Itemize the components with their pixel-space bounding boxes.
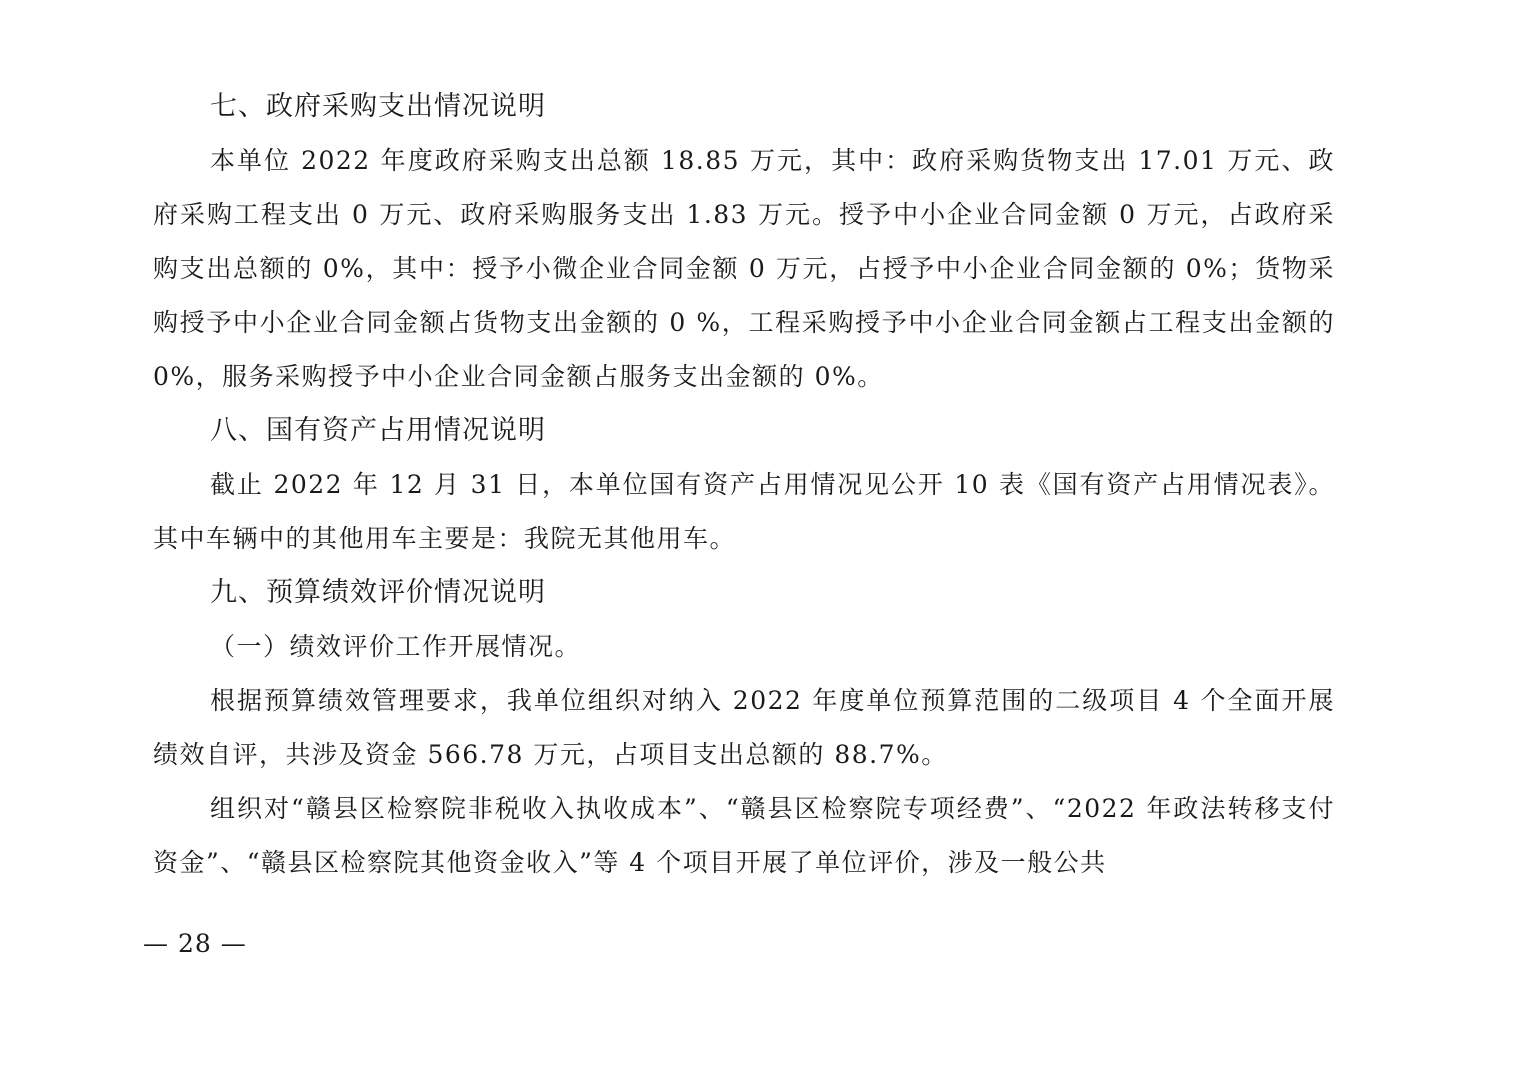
paragraph-government-procurement: 本单位 2022 年度政府采购支出总额 18.85 万元，其中：政府采购货物支出 17.01 万元、政府采购工程支出 0 万元、政府采购服务支出 1.83 万元。授予中小企业合同金额 0 万元，占政府采购支出总额的 0%，其中：授予小微企业合同金额 0 万元，占授予中小企业合同金额的 0%；货物采购授予中小企业合同金额占货物支出金额的 0 %，工程采购授予中小企业合同金额占工程支出金额的 0%，服务采购授予中小企业合同金额占服务支出金额的 0%。: [153, 146, 1335, 391]
document-body: [153, 80, 1335, 890]
paragraph-unit-evaluation: 组织对“赣县区检察院非税收入执收成本”、“赣县区检察院专项经费”、“2022 年政法转移支付资金”、“赣县区检察院其他资金收入”等 4 个项目开展了单位评价，涉及一般公共: [153, 794, 1335, 877]
paragraph-self-evaluation: 根据预算绩效管理要求，我单位组织对纳入 2022 年度单位预算范围的二级项目 4 个全面开展绩效自评，共涉及资金 566.78 万元，占项目支出总额的 88.7%。: [153, 686, 1335, 769]
subsection-heading-evaluation-work: （一）绩效评价工作开展情况。: [210, 632, 582, 661]
page-number: — 28 —: [143, 929, 247, 958]
section-heading-government-procurement: 七、政府采购支出情况说明: [210, 91, 546, 122]
section-heading-performance-evaluation: 九、预算绩效评价情况说明: [210, 577, 546, 608]
paragraph-state-assets: 截止 2022 年 12 月 31 日，本单位国有资产占用情况见公开 10 表《国有资产占用情况表》。其中车辆中的其他用车主要是：我院无其他用车。: [153, 470, 1335, 553]
section-heading-state-assets: 八、国有资产占用情况说明: [210, 415, 546, 446]
